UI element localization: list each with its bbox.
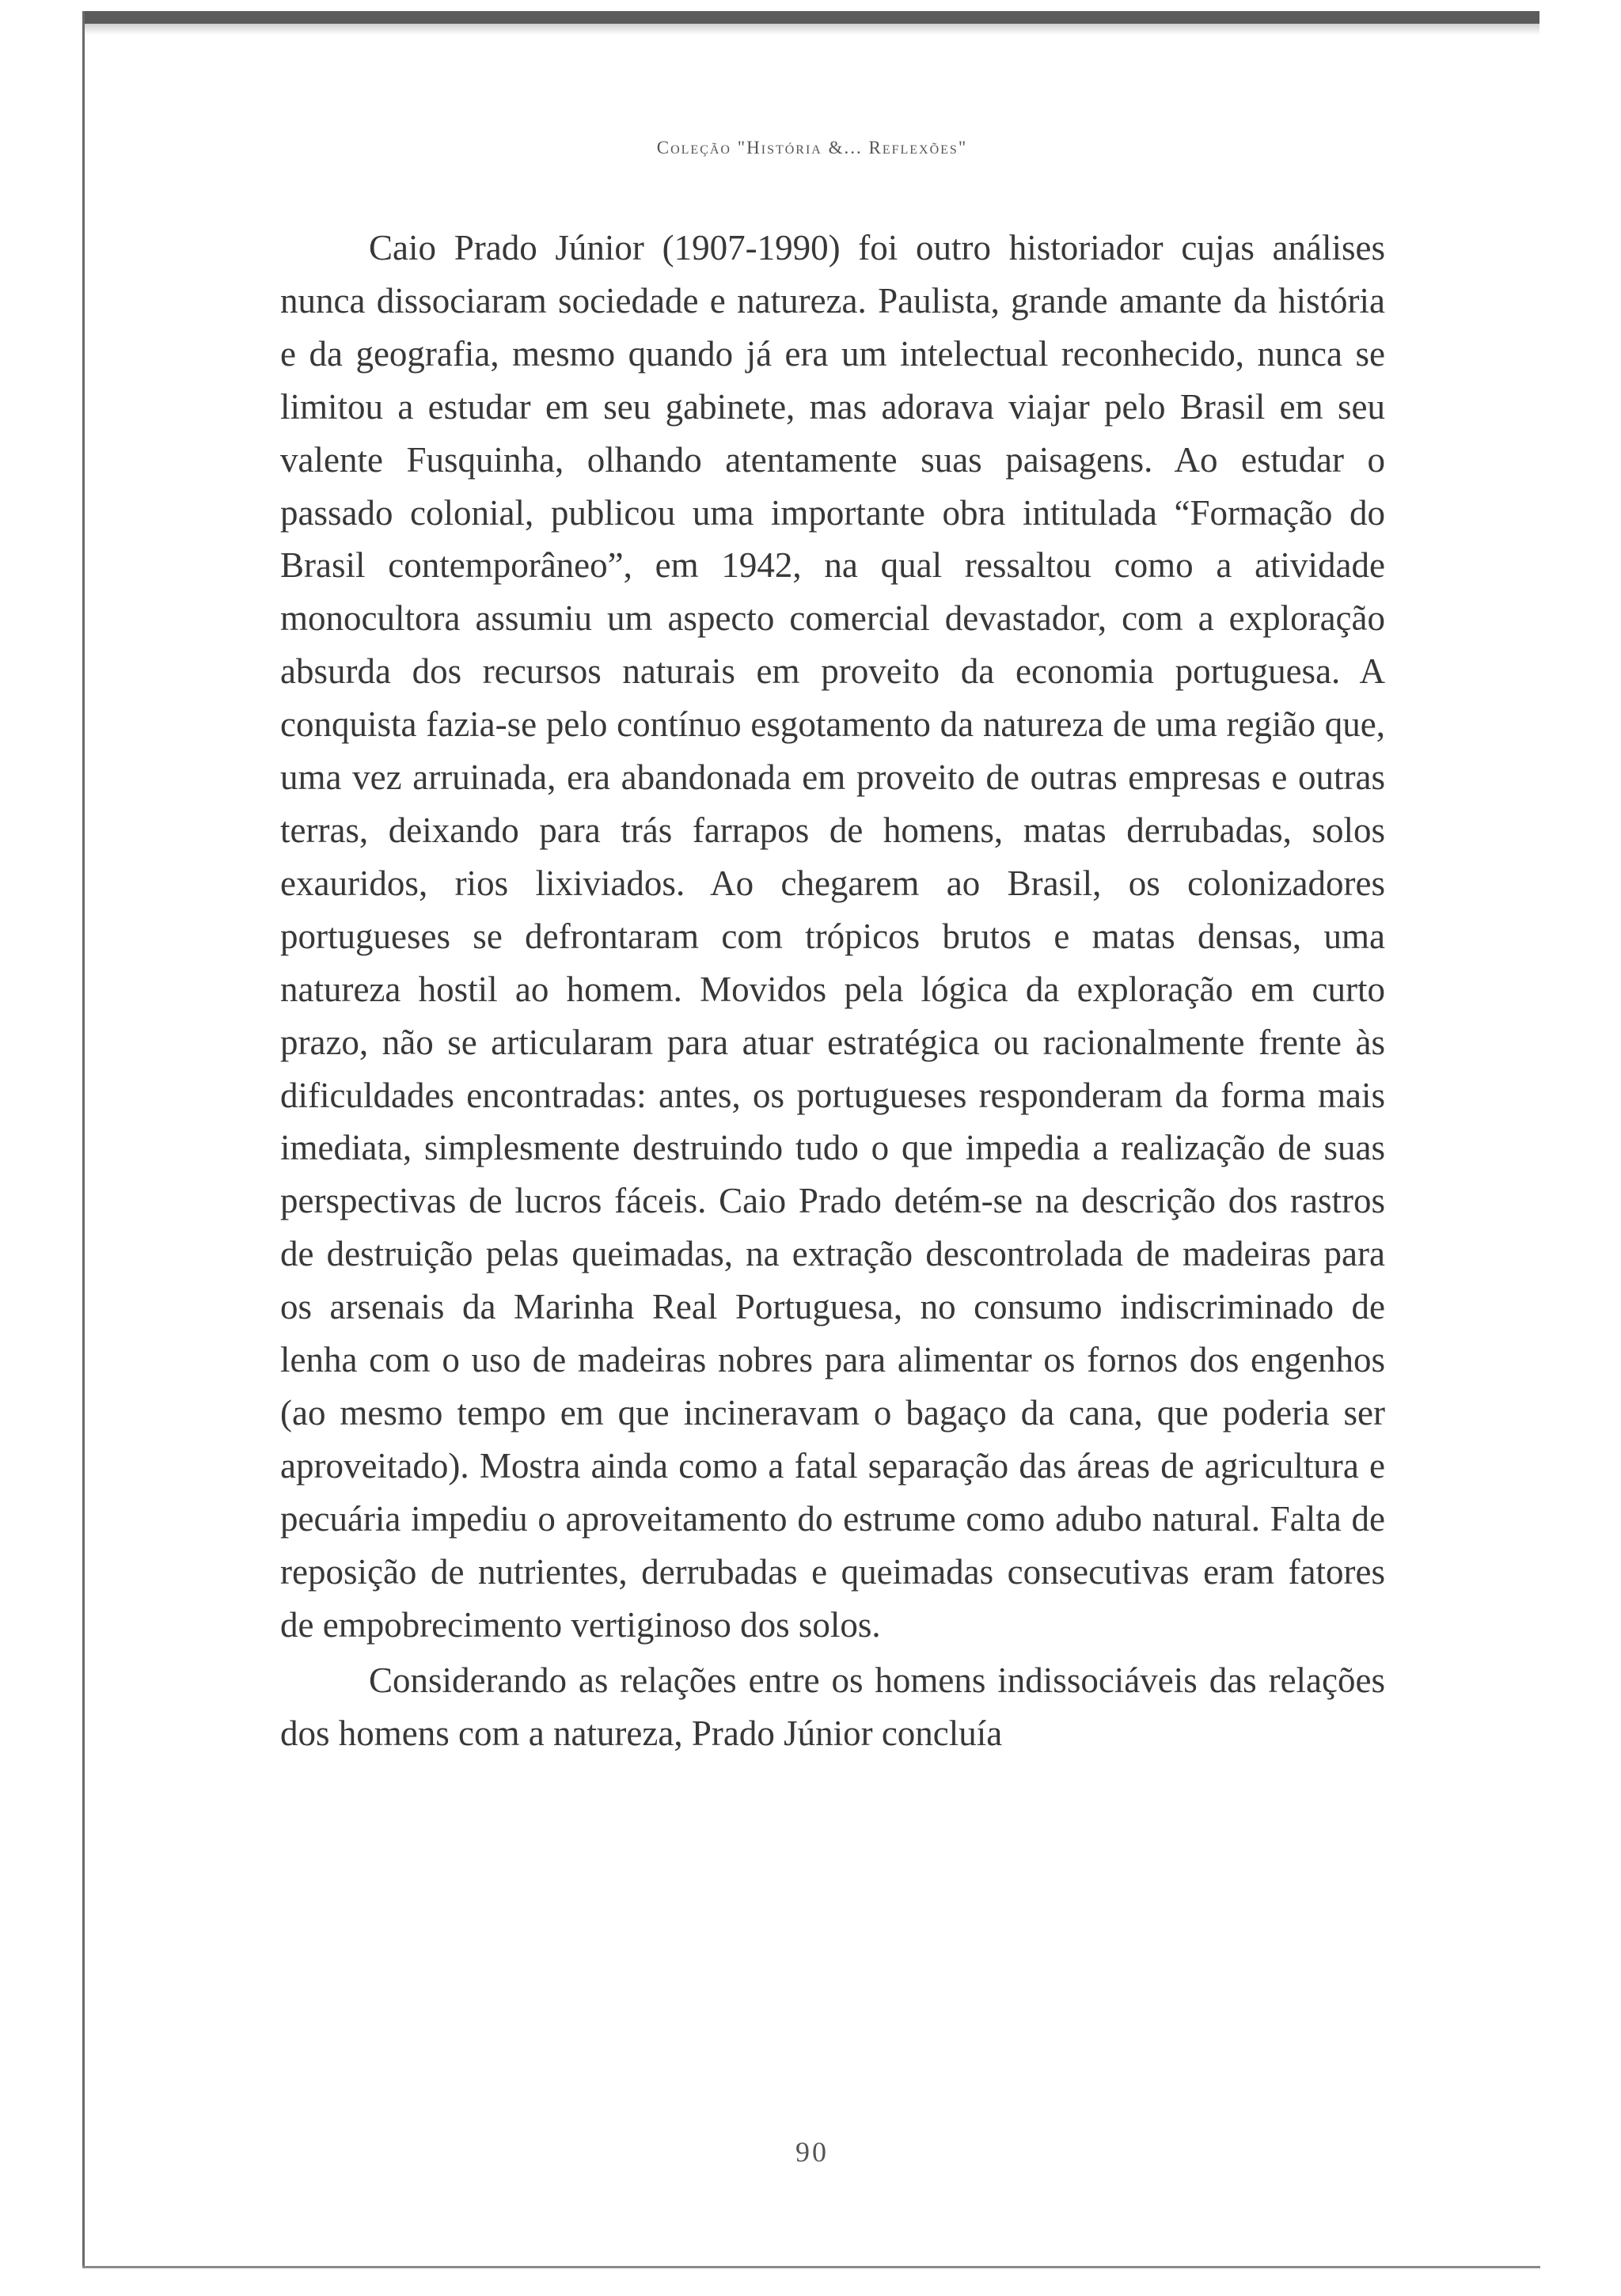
scan-bottom-border: [82, 2266, 1540, 2268]
page-number: 90: [795, 2136, 829, 2168]
running-header: Coleção "História &... Reflexões": [656, 138, 968, 157]
body-text: [280, 222, 1385, 1760]
book-page: [85, 35, 1539, 2266]
scan-top-border: [83, 11, 1539, 24]
paragraph-2: Considerando as relações entre os homens indissociáveis das relações dos homens com a natureza, Prado Júnior concluía: [280, 1660, 1385, 1754]
paragraph-1: Caio Prado Júnior (1907-1990) foi outro historiador cujas análises nunca dissociaram sociedade e natureza. Paulista, grande amante da história e da geografia, mesmo quando já era um intelectual reconhecido, nunca se limitou a estudar em seu gabinete, mas adorava viajar pelo Brasil em seu valente Fusquinha, olhando atentamente suas paisagens. Ao estudar o passado colonial, publicou uma importante obra intitulada “Formação do Brasil contemporâneo”, em 1942, na qual ressaltou como a atividade monocultora assumiu um aspecto comercial devastador, com a exploração absurda dos recursos naturais em proveito da economia portuguesa. A conquista fazia-se pelo contínuo esgotamento da natureza de uma região que, uma vez arruinada, era abandonada em proveito de outras empresas e outras terras, deixando para trás farrapos de homens, matas derrubadas, solos exauridos, rios lixiviados. Ao chegarem ao Brasil, os colonizadores portugueses se defrontaram com trópicos brutos e matas densas, uma natureza hostil ao homem. Movidos pela lógica da exploração em curto prazo, não se articularam para atuar estratégica ou racionalmente frente às dificuldades encontradas: antes, os portugueses responderam da forma mais imediata, simplesmente destruindo tudo o que impedia a realização de suas perspectivas de lucros fáceis. Caio Prado detém-se na descrição dos rastros de destruição pelas queimadas, na extração descontrolada de madeiras para os arsenais da Marinha Real Portuguesa, no consumo indiscriminado de lenha com o uso de madeiras nobres para alimentar os fornos dos engenhos (ao mesmo tempo em que incineravam o bagaço da cana, que poderia ser aproveitado). Mostra ainda como a fatal separação das áreas de agricultura e pecuária impediu o aproveitamento do estrume como adubo natural. Falta de reposição de nutrientes, derrubadas e queimadas consecutivas eram fatores de empobrecimento vertiginoso dos solos.: [280, 228, 1385, 1645]
scan-top-shadow: [83, 24, 1539, 35]
